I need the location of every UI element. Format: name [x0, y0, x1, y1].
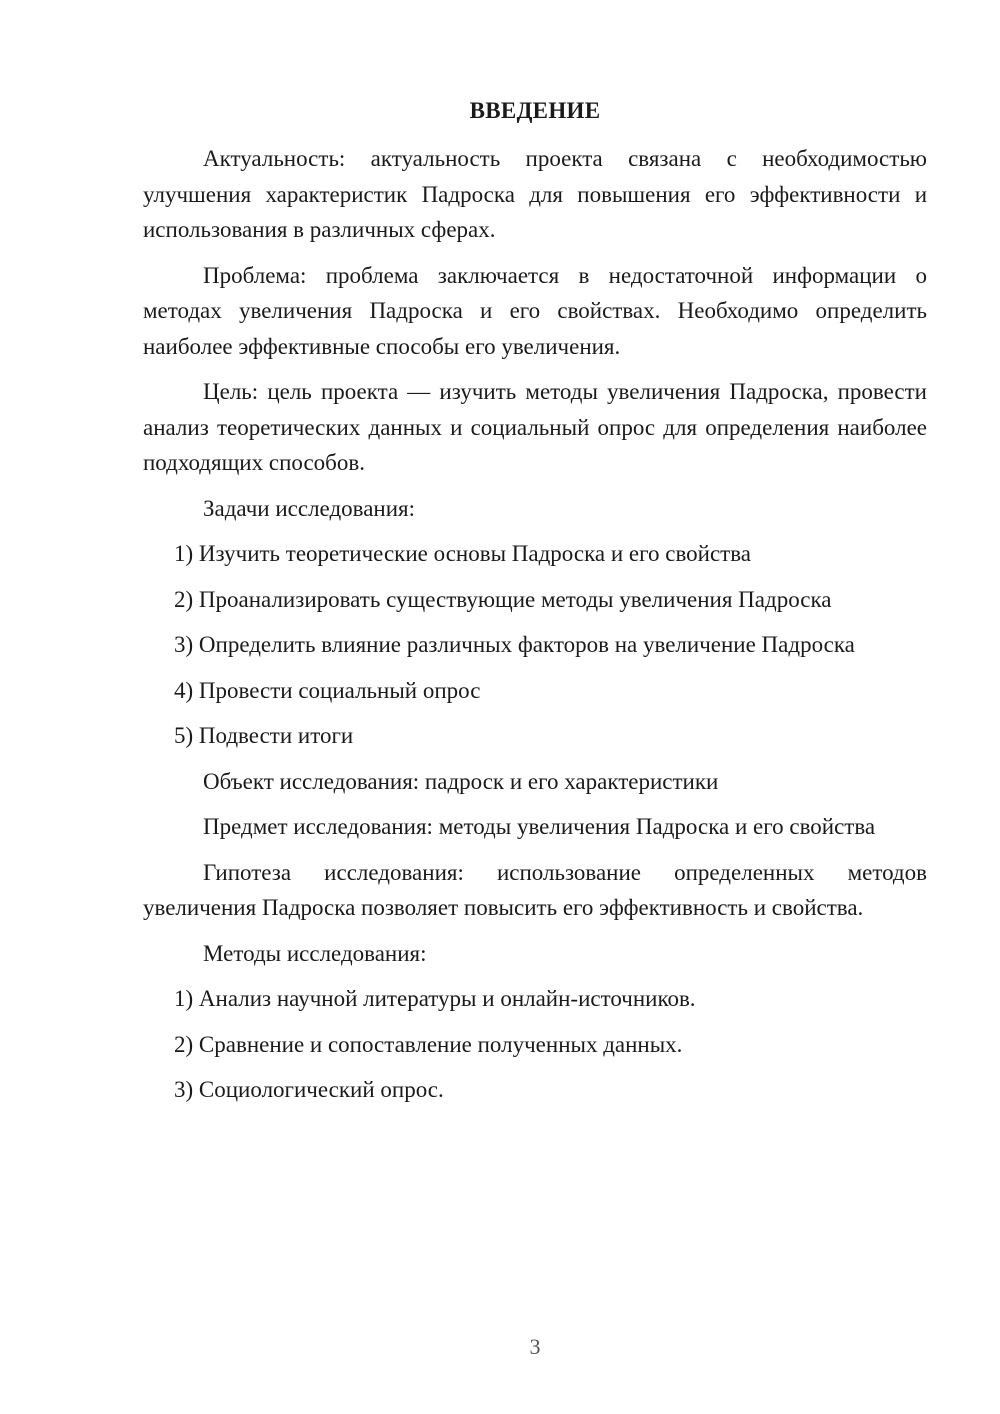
methods-heading: Методы исследования: — [203, 940, 427, 966]
research-object: Объект исследования: падроск и его характеристики — [203, 768, 719, 794]
task-item: 2) Проанализировать существующие методы увеличения Падроска — [174, 586, 832, 612]
research-subject: Предмет исследования: методы увеличения Падроска и его свойства — [203, 814, 876, 839]
method-item: 2) Сравнение и сопоставление полученных данных. — [174, 1031, 683, 1057]
hypothesis-paragraph: Гипотеза исследования: использование определенных методов увеличения Падроска позволяет повысить его эффективность и свойства. — [143, 859, 927, 920]
method-item: 3) Социологический опрос. — [174, 1077, 444, 1102]
document-body — [143, 141, 927, 1108]
task-item: 5) Подвести итоги — [174, 723, 354, 748]
page-number: 3 — [529, 1334, 541, 1359]
tasks-heading: Задачи исследования: — [203, 495, 416, 521]
method-item: 1) Анализ научной литературы и онлайн-источников. — [174, 986, 696, 1011]
problem-paragraph: Проблема: проблема заключается в недостаточной информации о методах увеличения Падроска и его свойствах. Необходимо определить наиболее эффективные способы его увеличения. — [143, 262, 927, 359]
task-item: 3) Определить влияние различных факторов на увеличение Падроска — [174, 632, 855, 657]
relevance-paragraph: Актуальность: актуальность проекта связана с необходимостью улучшения характеристик Падроска для повышения его эффективности и использования в различных сферах. — [143, 146, 927, 242]
task-item: 1) Изучить теоретические основы Падроска и его свойства — [174, 541, 751, 566]
goal-paragraph: Цель: цель проекта — изучить методы увеличения Падроска, провести анализ теоретических данных и социальный опрос для определения наиболее подходящих способов. — [143, 379, 927, 475]
section-title: ВВЕДЕНИЕ — [469, 98, 601, 123]
task-item: 4) Провести социальный опрос — [174, 677, 481, 703]
